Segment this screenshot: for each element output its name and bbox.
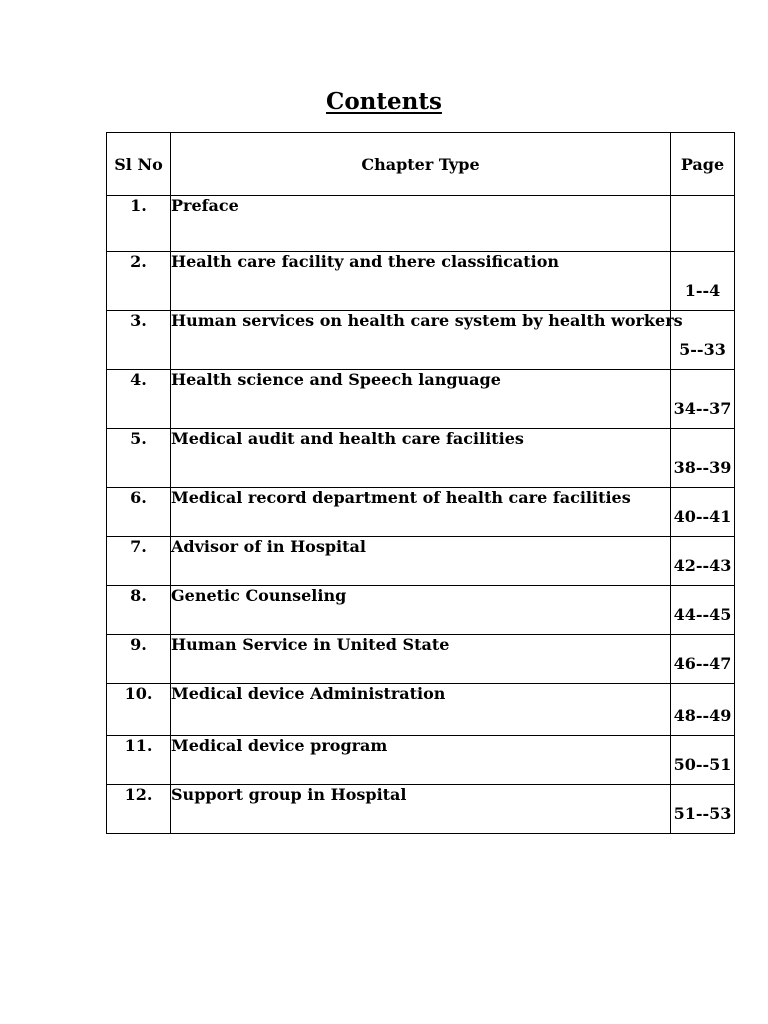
row-chapter-title: Preface (171, 196, 671, 252)
table-row (107, 429, 735, 488)
table-row (107, 370, 735, 429)
table-row (107, 684, 735, 736)
row-sl-no: 11. (107, 736, 171, 785)
row-chapter-title: Health care facility and there classification (171, 252, 671, 311)
row-page-range: 48--49 (671, 684, 735, 736)
header-chapter-type: Chapter Type (171, 133, 671, 196)
row-chapter-title: Genetic Counseling (171, 586, 671, 635)
row-page-range: 50--51 (671, 736, 735, 785)
row-page-range: 5--33 (671, 311, 735, 370)
row-chapter-title: Medical record department of health care facilities (171, 488, 671, 537)
row-page-range: 34--37 (671, 370, 735, 429)
row-chapter-title: Human services on health care system by health workers (171, 311, 671, 370)
row-page-range: 1--4 (671, 252, 735, 311)
table-row (107, 635, 735, 684)
row-page-range (671, 196, 735, 252)
table-row (107, 488, 735, 537)
row-page-range: 46--47 (671, 635, 735, 684)
row-sl-no: 12. (107, 785, 171, 834)
row-chapter-title: Advisor of in Hospital (171, 537, 671, 586)
table-row (107, 537, 735, 586)
table-row (107, 736, 735, 785)
row-chapter-title: Human Service in United State (171, 635, 671, 684)
row-page-range: 42--43 (671, 537, 735, 586)
row-sl-no: 3. (107, 311, 171, 370)
row-chapter-title: Medical device program (171, 736, 671, 785)
row-sl-no: 1. (107, 196, 171, 252)
row-sl-no: 7. (107, 537, 171, 586)
table-header-row (107, 133, 735, 196)
row-chapter-title: Support group in Hospital (171, 785, 671, 834)
row-sl-no: 6. (107, 488, 171, 537)
header-page: Page (671, 133, 735, 196)
row-page-range: 51--53 (671, 785, 735, 834)
row-sl-no: 4. (107, 370, 171, 429)
table-row (107, 586, 735, 635)
row-page-range: 38--39 (671, 429, 735, 488)
page-title: Contents (326, 88, 442, 115)
row-chapter-title: Health science and Speech language (171, 370, 671, 429)
header-sl-no: Sl No (107, 133, 171, 196)
row-chapter-title: Medical device Administration (171, 684, 671, 736)
contents-table (106, 132, 735, 834)
row-sl-no: 8. (107, 586, 171, 635)
row-sl-no: 10. (107, 684, 171, 736)
row-chapter-title: Medical audit and health care facilities (171, 429, 671, 488)
table-row (107, 252, 735, 311)
row-page-range: 40--41 (671, 488, 735, 537)
row-page-range: 44--45 (671, 586, 735, 635)
table-row (107, 311, 735, 370)
table-row (107, 785, 735, 834)
row-sl-no: 5. (107, 429, 171, 488)
row-sl-no: 2. (107, 252, 171, 311)
table-row (107, 196, 735, 252)
row-sl-no: 9. (107, 635, 171, 684)
